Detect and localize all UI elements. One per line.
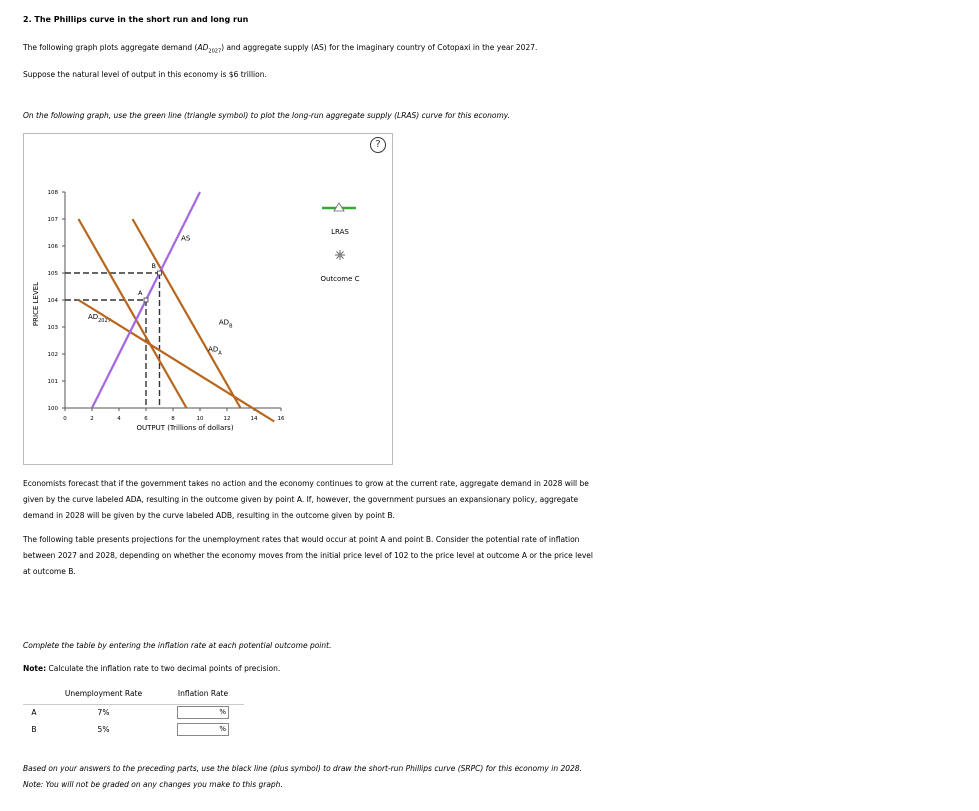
help-button[interactable]: ? [370,137,386,153]
paragraph-2-line-1: The following table presents projections for the unemployment rates that would occur at point A and point B. Consider the potential rate of inflation [23,535,580,544]
lras-legend-label: LRAS [331,228,349,236]
y-tick-label: 104 [47,298,58,304]
star-center [338,253,342,257]
star-icon[interactable] [335,250,345,260]
section-title: 2. The Phillips curve in the short run and long run [23,15,249,24]
x-tick-label: 0 [63,416,67,422]
curve-label-adb: $AD_B$ [218,318,233,330]
row-a-unemployment: 7% [97,708,110,718]
y-tick-label: 105 [47,271,58,277]
outcome-c-legend-label: Outcome C [320,275,360,283]
point-marker-b [158,271,162,275]
point-label-a: A [138,289,143,297]
paragraph-1-line-3: demand in 2028 will be given by the curve labeled ADB, resulting in the outcome given by point B. [23,511,395,520]
srpc-instruction: Based on your answers to the preceding parts, use the black line (plus symbol) to draw the short-run Phillips curve (SRPC) for this economy in 2028. [23,764,582,773]
chart-curves[interactable] [79,192,275,422]
curve-label-ad2027: $AD_{2027}$ [87,312,111,324]
intro-ad-symbol: AD [197,43,209,52]
y-tick-label: 101 [47,379,58,385]
curve-label-as: AS [181,234,191,243]
row-a-inflation-input[interactable] [184,707,222,718]
x-tick-label: 14 [250,416,258,422]
y-tick-label: 107 [47,217,58,223]
x-tick-label: 8 [171,416,175,422]
curve-adb[interactable] [133,219,241,408]
curve-ada[interactable] [79,300,275,422]
x-tick-label: 6 [144,416,148,422]
y-axis-label: PRICE LEVEL [32,281,40,327]
row-b-inflation-box [177,723,229,736]
note2-text: You will not be graded on any changes you make to this graph. [43,780,283,789]
graph-instruction: On the following graph, use the green line (triangle symbol) to plot the long-run aggregate supply (LRAS) curve for this economy. [23,111,510,120]
x-tick-label: 10 [196,416,204,422]
y-tick-label: 100 [47,406,58,412]
paragraph-1-line-2: given by the curve labeled ADA, resulting in the outcome given by point A. If, however, the government pursues an expansionary policy, aggregate [23,495,579,504]
point-marker-a [144,298,148,302]
header-unemployment: Unemployment Rate [64,689,143,699]
note-text: Calculate the inflation rate to two decimal points of precision. [46,664,281,673]
paragraph-2-line-3: at outcome B. [23,567,76,576]
inflation-table [23,684,244,738]
row-a-inflation-box [177,706,229,719]
y-tick-label: 103 [47,325,58,331]
intro-line-1-pre: The following graph plots aggregate demand ( [23,43,198,52]
chart-points [138,262,162,302]
y-tick-label: 108 [47,190,58,196]
intro-line-2: Suppose the natural level of output in this economy is $6 trillion. [23,70,267,79]
row-b-label: B [31,725,37,734]
note-label: Note: [23,664,47,673]
row-a-label: A [31,708,37,718]
x-tick-label: 2 [90,416,94,422]
note2-label: Note: [23,780,44,789]
x-tick-label: 4 [117,416,121,422]
x-tick-label: 12 [223,416,231,422]
y-tick-label: 106 [47,244,58,250]
row-b-inflation-input[interactable] [184,724,222,735]
header-inflation: Inflation Rate [177,689,229,699]
chart-axes [32,190,285,432]
intro-ad-subscript: 2027 [208,48,222,55]
table-instruction: Complete the table by entering the inflation rate at each potential outcome point. [23,641,332,650]
paragraph-1-line-1: Economists forecast that if the government takes no action and the economy continues to grow at the current rate, aggregate demand in 2028 will be [23,479,589,488]
x-axis-label: OUTPUT (Trillions of dollars) [136,424,234,432]
row-a-percent: % [219,708,226,717]
note2-line [23,777,283,793]
x-tick-label: 16 [277,416,285,422]
curve-label-ada: $AD_A$ [208,345,222,357]
note-line [23,661,280,677]
intro-line-1-post: ) and aggregate supply (AS) for the imaginary country of Cotopaxi in the year 2027. [221,43,538,52]
point-label-b: B [151,262,156,270]
chart-legend[interactable] [320,203,359,283]
paragraph-2-line-2: between 2027 and 2028, depending on whether the economy moves from the initial price level of 102 to the price level at outcome A or the price level [23,551,593,560]
row-b-percent: % [219,725,226,733]
y-tick-label: 102 [47,352,58,358]
row-b-unemployment: 5% [97,725,110,734]
